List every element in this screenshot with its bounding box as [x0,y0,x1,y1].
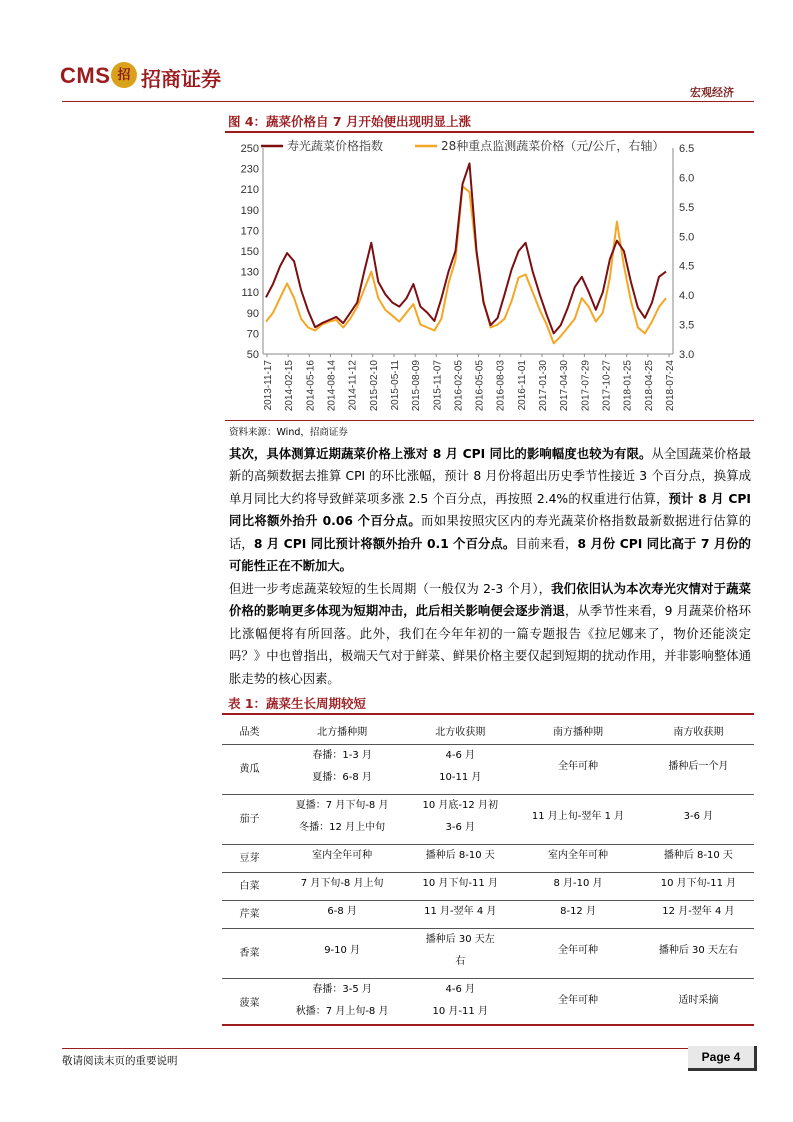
x-tick-label: 2014-05-16 [305,360,317,412]
table-row [222,795,754,840]
y-right-tick-label: 4.0 [679,290,695,303]
table-cell [643,979,754,1024]
logo-text: CMS [60,63,111,88]
table-cell [513,901,643,924]
y-right-tick-label: 6.5 [679,143,695,155]
y-left-tick-label: 230 [240,163,259,176]
text-run: 但进一步考虑蔬菜较短的生长周期（一般仅为 2-3 个月）， [229,582,552,596]
table-cell [513,929,643,974]
x-tick-label: 2016-11-01 [516,360,528,411]
table-cell [407,795,513,840]
x-tick-label: 2016-05-05 [474,360,486,412]
cell-line: 10 月下旬-11 月 [660,878,737,889]
cell-line: 6-8 月 [327,906,357,917]
cell-line: 播种后 30 天左 [425,934,495,945]
cell-line: 7 月下旬-8 月上旬 [300,878,384,889]
text-run: 其次，具体测算近期蔬菜价格上涨对 8 月 CPI 同比的影响幅度也较为有限。 [229,447,652,461]
cell-line: 室内全年可种 [548,850,609,861]
text-run: 预计 8 月 CPI 同比将额外抬升 0.06 个百分点。 [229,491,751,529]
table-cell [407,845,513,868]
x-tick-label: 2016-08-03 [495,360,507,412]
figure-source: 资料来源：Wind，招商证券 [229,427,348,438]
y-left-tick-label: 190 [240,204,259,217]
y-left-tick-label: 50 [246,349,259,361]
x-tick-label: 2017-10-27 [601,360,613,412]
table-cell [407,901,513,924]
cell-line: 冬播：12 月上中旬 [299,822,386,833]
table-cell [513,873,643,896]
page-number: Page 4 [688,1046,757,1071]
x-tick-label: 2018-07-24 [665,360,676,412]
cell-line: 12 月-翌年 4 月 [662,906,735,917]
text-run: 我们依旧认为本次寿光灾情对于蔬菜价格的影响更多体现为短期冲击，此后相关影响便会逐步消退 [229,582,751,619]
table-row [222,745,754,790]
footer-disclaimer: 敬请阅读末页的重要说明 [62,1055,178,1067]
row-name: 白菜 [239,880,260,892]
table-divider-top [222,713,754,715]
cell-line: 播种后 8-10 天 [425,850,495,861]
row-name: 香菜 [239,947,260,959]
table-cell [643,795,754,840]
table-cell [643,929,754,974]
y-left-tick-label: 130 [240,266,259,279]
table-cell [513,845,643,868]
paragraph-1 [229,443,751,577]
y-right-tick-label: 6.0 [679,172,695,185]
cell-line: 春播：1-3 月 [312,750,372,761]
cell-line: 11 月上旬-翌年 1 月 [531,811,625,822]
table-title: 表 1：蔬菜生长周期较短 [228,696,367,711]
y-left-tick-label: 90 [246,307,259,320]
table-cell [643,901,754,924]
x-tick-label: 2014-02-15 [284,360,296,412]
table-header-cell: 南方播种期 [553,726,604,738]
y-left-tick-label: 250 [240,143,259,155]
table-cell [513,795,643,840]
cell-line: 春播：3-5 月 [312,984,372,995]
x-tick-label: 2013-11-17 [263,360,274,411]
cell-line: 播种后 8-10 天 [663,850,733,861]
table-cell [277,929,407,974]
cell-line: 10 月-11 月 [432,1006,488,1017]
y-right-tick-label: 3.5 [679,319,695,332]
logo-company-name: 招商证券 [141,67,221,91]
cell-line: 播种后 30 天左右 [658,945,738,956]
cell-line: 4-6 月 [445,984,475,995]
vegetable-cycle-table [222,716,754,1023]
table-cell [277,979,407,1024]
row-name: 豆芽 [239,852,260,864]
table-row [222,979,754,1024]
table-cell [513,745,643,790]
text-run: 从全国蔬菜价格最新的高频数据去推算 CPI 的环比涨幅，预计 8 月份将超出历史季节性接近 3 个百分点，换算成单月同比大约将导致鲜菜项多涨 2.5 个百分点，再按照 2.4%的权重进行估算， [229,447,751,506]
x-tick-label: 2017-01-30 [538,360,550,412]
x-tick-label: 2018-01-25 [622,360,634,412]
y-left-tick-label: 210 [240,184,259,197]
cell-line: 室内全年可种 [312,850,373,861]
x-tick-label: 2017-07-29 [580,360,592,412]
y-right-tick-label: 4.5 [679,260,695,273]
cell-line: 9-10 月 [324,945,361,956]
table-cell [407,979,513,1024]
table-row [222,901,754,924]
cell-line: 右 [455,956,466,967]
y-right-tick-label: 3.0 [679,349,695,361]
x-tick-label: 2015-05-11 [389,360,401,411]
cell-line: 播种后一个月 [668,761,729,772]
table-row [222,929,754,974]
table-header-cell: 北方播种期 [317,726,368,738]
table-cell [277,845,407,868]
figure-divider-top [225,131,754,133]
cell-line: 全年可种 [558,995,599,1006]
table-header-cell: 品类 [239,726,260,738]
footer-divider [62,1048,754,1049]
table-cell [277,745,407,790]
table-row [222,873,754,896]
cell-line: 夏播：7 月下旬-8 月 [295,800,389,811]
x-tick-label: 2014-11-12 [347,360,359,411]
cell-line: 全年可种 [558,761,599,772]
legend-label: 28种重点监测蔬菜价格（元/公斤，右轴） [441,139,665,153]
cell-line: 全年可种 [558,945,599,956]
row-name: 茄子 [239,813,260,825]
cell-line: 10 月底-12 月初 [422,800,498,811]
figure-title: 图 4：蔬菜价格自 7 月开始便出现明显上涨 [228,114,471,129]
cell-line: 适时采摘 [678,995,719,1006]
table-cell [643,873,754,896]
y-right-tick-label: 5.0 [679,231,695,244]
cell-line: 3-6 月 [445,822,475,833]
cell-line: 11 月-翌年 4 月 [424,906,497,917]
cell-line: 3-6 月 [683,811,714,822]
row-name: 菠菜 [239,997,260,1009]
x-tick-label: 2014-08-14 [326,360,338,412]
y-left-tick-label: 70 [246,328,259,341]
cell-line: 4-6 月 [445,750,475,761]
legend-label: 寿光蔬菜价格指数 [287,139,384,153]
table-cell [407,745,513,790]
cell-line: 秋播：7 月上旬-8 月 [295,1006,389,1017]
text-run: 目前来看， [515,536,578,551]
cell-line: 10 月下旬-11 月 [422,878,498,889]
cell-line: 8 月-10 月 [553,878,603,889]
logo-icon: 招 [111,62,137,88]
table-header-cell: 北方收获期 [435,726,486,738]
table-cell [407,929,513,974]
text-run: 8 月份 CPI 同比高于 7 月份的可能性正在不断加大。 [229,536,751,574]
series-line-2 [266,186,666,343]
cell-line: 10-11 月 [439,772,482,783]
header-divider [62,101,754,102]
figure-divider-bottom [225,420,754,421]
x-tick-label: 2017-04-30 [559,360,571,412]
x-tick-label: 2015-02-10 [368,360,380,412]
table-cell [277,901,407,924]
table-header-cell: 南方收获期 [673,726,724,738]
table-cell [643,745,754,790]
paragraph-2 [229,578,751,690]
x-tick-label: 2018-04-25 [643,360,655,412]
table-row [222,845,754,868]
cell-line: 8-12 月 [560,906,596,917]
table-cell [277,795,407,840]
table-divider-bottom [222,1024,754,1026]
row-name: 芹菜 [239,908,260,920]
table-cell [513,979,643,1024]
x-tick-label: 2015-11-07 [432,360,444,411]
y-left-tick-label: 110 [241,287,259,300]
table-cell [643,845,754,868]
y-left-tick-label: 170 [240,225,259,238]
text-run: 8 月 CPI 同比预计将额外抬升 0.1 个百分点。 [253,536,516,551]
table-cell [407,873,513,896]
section-label: 宏观经济 [690,86,734,99]
x-tick-label: 2016-02-05 [453,360,465,412]
y-right-tick-label: 5.5 [679,201,695,214]
y-left-tick-label: 150 [240,246,259,258]
line-chart [225,134,695,419]
text-run: ，从季节性来看，9 月蔬菜价格环比涨幅便将有所回落。此外，我们在今年年初的一篇专题报告《拉尼娜来了，物价还能淡定吗？》中也曾指出，极端天气对于鲜菜、鲜果价格主要仅起到短期的扰动作用，并非影响整体通胀走势的核心因素。 [229,604,751,686]
cell-line: 夏播：6-8 月 [312,772,372,783]
text-run: 而如果按照灾区内的寿光蔬菜价格指数最新数据进行估算的话， [229,514,751,551]
row-name: 黄瓜 [239,763,260,775]
x-tick-label: 2015-08-09 [411,360,423,412]
table-cell [277,873,407,896]
